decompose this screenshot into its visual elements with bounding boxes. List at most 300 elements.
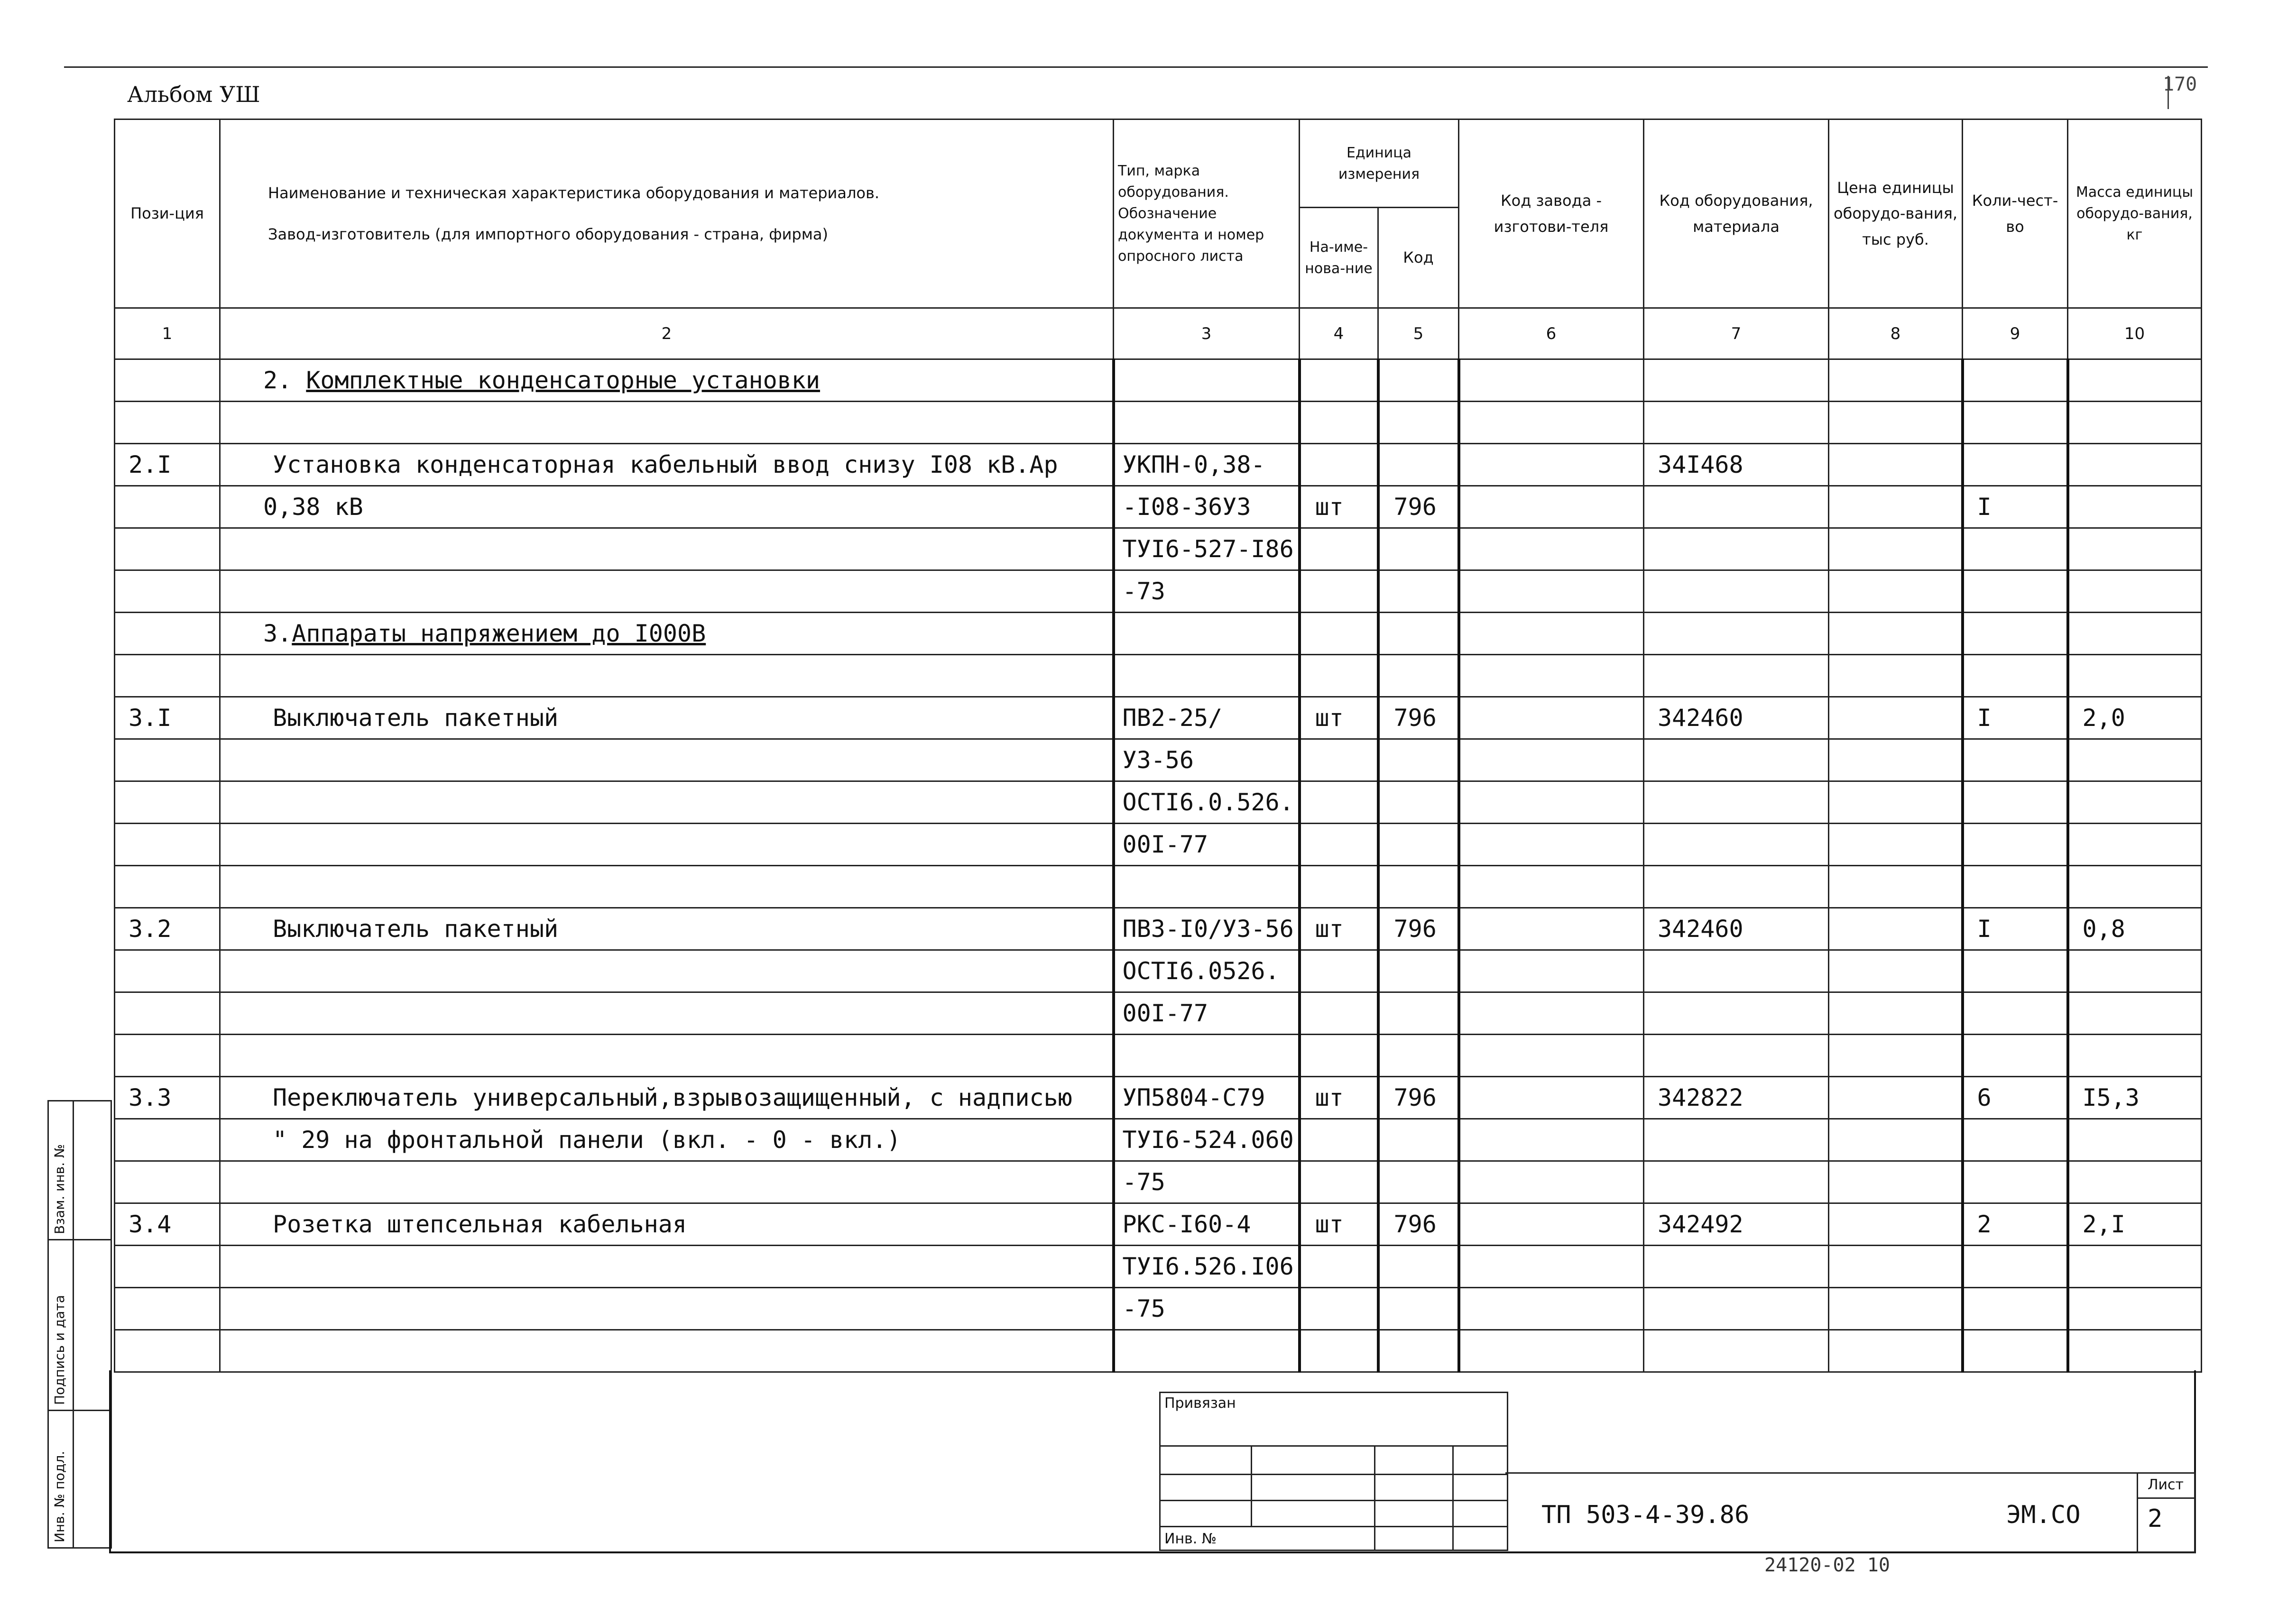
cell-price: [1829, 908, 1963, 950]
cell-price: [1829, 1119, 1963, 1161]
cell-unit-code: [1378, 1288, 1459, 1330]
cell-type: ПВ2-25/: [1114, 697, 1300, 739]
cell-mass: [2068, 655, 2202, 697]
cell-plant-code: [1459, 359, 1644, 402]
cell-name: [220, 1161, 1114, 1203]
cell-quantity: [1963, 992, 2068, 1035]
title-block-line: [1505, 1472, 2137, 1474]
cell-plant-code: [1459, 908, 1644, 950]
cell-equipment-code: [1644, 1035, 1829, 1077]
cell-price: [1829, 781, 1963, 824]
cell-name: [220, 1203, 1114, 1246]
cell-quantity: [1963, 1288, 2068, 1330]
table-row: [115, 359, 2202, 402]
cell-price: [1829, 402, 1963, 444]
cell-unit-code: [1378, 739, 1459, 781]
cell-plant-code: [1459, 444, 1644, 486]
frame-bottom: [109, 1551, 2196, 1553]
cell-position: [115, 402, 220, 444]
cell-mass: [2068, 781, 2202, 824]
cell-price: [1829, 1288, 1963, 1330]
cell-mass: [2068, 1119, 2202, 1161]
column-number-row: [115, 308, 2202, 359]
cell-name: [220, 528, 1114, 570]
cell-unit-code: 796: [1378, 1203, 1459, 1246]
table-row: [115, 1330, 2202, 1372]
side-inv-original: Инв. № подл.: [52, 1450, 67, 1542]
cell-equipment-code: [1644, 992, 1829, 1035]
cell-unit: [1300, 402, 1378, 444]
cell-equipment-code: [1644, 1288, 1829, 1330]
cell-name: [220, 992, 1114, 1035]
cell-unit: шт: [1300, 908, 1378, 950]
document-number: ТП 503-4-39.86: [1541, 1501, 1750, 1529]
cell-quantity: [1963, 444, 2068, 486]
table-row: [115, 697, 2202, 739]
cell-quantity: [1963, 950, 2068, 992]
side-sign-date: Подпись и дата: [52, 1295, 67, 1405]
cell-mass: [2068, 992, 2202, 1035]
table-row: [115, 655, 2202, 697]
cell-mass: 2,I: [2068, 1203, 2202, 1246]
cell-position: [115, 992, 220, 1035]
cell-quantity: [1963, 359, 2068, 402]
cell-unit: [1300, 444, 1378, 486]
table-row: [115, 1288, 2202, 1330]
table-row: [115, 1246, 2202, 1288]
header-row: [115, 119, 2202, 208]
row-name-text: 0,38 кВ: [263, 493, 363, 521]
cell-plant-code: [1459, 1246, 1644, 1288]
cell-position: [115, 781, 220, 824]
cell-price: [1829, 1161, 1963, 1203]
cell-unit-code: 796: [1378, 908, 1459, 950]
cell-type: ОСТI6.0526.: [1114, 950, 1300, 992]
cell-equipment-code: [1644, 1246, 1829, 1288]
cell-unit: [1300, 570, 1378, 613]
cell-quantity: I: [1963, 697, 2068, 739]
cell-plant-code: [1459, 781, 1644, 824]
cell-name: [220, 1077, 1114, 1119]
cell-quantity: [1963, 1246, 2068, 1288]
cell-type: [1114, 655, 1300, 697]
cell-equipment-code: [1644, 359, 1829, 402]
cell-type: -75: [1114, 1288, 1300, 1330]
cell-unit: [1300, 655, 1378, 697]
header-name-line2: Завод-изготовитель (для импортного оборудования - страна, фирма): [268, 225, 828, 243]
cell-quantity: [1963, 1119, 2068, 1161]
cell-unit: [1300, 1246, 1378, 1288]
cell-equipment-code: [1644, 1330, 1829, 1372]
cell-plant-code: [1459, 655, 1644, 697]
cell-type: ТУI6-524.060: [1114, 1119, 1300, 1161]
table-row: [115, 528, 2202, 570]
header-plant-code: Код завода - изготови-теля: [1459, 119, 1644, 308]
cell-mass: [2068, 528, 2202, 570]
cell-plant-code: [1459, 486, 1644, 528]
cell-quantity: [1963, 528, 2068, 570]
cell-type: 00I-77: [1114, 824, 1300, 866]
cell-plant-code: [1459, 697, 1644, 739]
cell-plant-code: [1459, 739, 1644, 781]
cell-unit-code: [1378, 866, 1459, 908]
page-corner-number: 170: [2163, 73, 2197, 95]
header-mass: Масса единицы оборудо-вания, кг: [2068, 119, 2202, 308]
cell-equipment-code: [1644, 486, 1829, 528]
cell-quantity: I: [1963, 908, 2068, 950]
cell-unit-code: [1378, 444, 1459, 486]
cell-equipment-code: 342822: [1644, 1077, 1829, 1119]
cell-plant-code: [1459, 1077, 1644, 1119]
header-equipment-code: Код оборудования, материала: [1644, 119, 1829, 308]
cell-unit: [1300, 1119, 1378, 1161]
cell-position: [115, 1161, 220, 1203]
col-number: 2: [220, 308, 1114, 359]
col-number: 1: [115, 308, 220, 359]
cell-quantity: [1963, 1161, 2068, 1203]
cell-plant-code: [1459, 1161, 1644, 1203]
top-border-line: [64, 66, 2208, 68]
table-body: [115, 359, 2202, 1372]
cell-type: [1114, 402, 1300, 444]
cell-mass: [2068, 359, 2202, 402]
cell-equipment-code: [1644, 781, 1829, 824]
cell-position: [115, 1288, 220, 1330]
stamp-line: [1161, 1445, 1507, 1447]
cell-unit: шт: [1300, 1203, 1378, 1246]
cell-type: [1114, 359, 1300, 402]
cell-name: [220, 486, 1114, 528]
cell-type: 00I-77: [1114, 992, 1300, 1035]
table-row: [115, 992, 2202, 1035]
cell-mass: [2068, 402, 2202, 444]
table-row: [115, 866, 2202, 908]
cell-equipment-code: [1644, 739, 1829, 781]
cell-mass: [2068, 950, 2202, 992]
attached-label: Привязан: [1164, 1395, 1236, 1412]
cell-type: -75: [1114, 1161, 1300, 1203]
cell-equipment-code: [1644, 824, 1829, 866]
header-unit-name: На-име-нова-ние: [1300, 208, 1378, 308]
cell-price: [1829, 486, 1963, 528]
cell-plant-code: [1459, 950, 1644, 992]
cell-name: [220, 908, 1114, 950]
cell-quantity: 2: [1963, 1203, 2068, 1246]
side-stamp: [47, 1100, 112, 1549]
cell-plant-code: [1459, 613, 1644, 655]
cell-unit: шт: [1300, 486, 1378, 528]
cell-plant-code: [1459, 1288, 1644, 1330]
cell-plant-code: [1459, 1035, 1644, 1077]
cell-equipment-code: 342460: [1644, 697, 1829, 739]
header-unit-code: Код: [1378, 208, 1459, 308]
side-stamp-divider: [73, 1101, 74, 1547]
side-inv-replace: Взам. инв. №: [52, 1144, 67, 1234]
inv-no-label: Инв. №: [1164, 1531, 1217, 1547]
cell-type: ПВЗ-I0/УЗ-56: [1114, 908, 1300, 950]
cell-name: [220, 402, 1114, 444]
cell-unit-code: [1378, 950, 1459, 992]
cell-position: [115, 359, 220, 402]
cell-position: 3.I: [115, 697, 220, 739]
sheet-box: [2137, 1472, 2195, 1553]
cell-price: [1829, 1035, 1963, 1077]
cell-price: [1829, 866, 1963, 908]
cell-unit-code: [1378, 1119, 1459, 1161]
cell-type: ТУI6.526.I06: [1114, 1246, 1300, 1288]
cell-type: ОСТI6.0.526.: [1114, 781, 1300, 824]
cell-position: [115, 824, 220, 866]
cell-name: [220, 1035, 1114, 1077]
stamp-line: [1161, 1526, 1507, 1527]
cell-mass: 2,0: [2068, 697, 2202, 739]
section-title: Комплектные конденсаторные установки: [306, 367, 821, 394]
cell-position: [115, 655, 220, 697]
col-number: 8: [1829, 308, 1963, 359]
cell-type: [1114, 613, 1300, 655]
cell-plant-code: [1459, 866, 1644, 908]
cell-unit-code: 796: [1378, 486, 1459, 528]
cell-plant-code: [1459, 528, 1644, 570]
cell-quantity: [1963, 781, 2068, 824]
cell-name: [220, 1288, 1114, 1330]
cell-mass: [2068, 444, 2202, 486]
cell-name: [220, 1246, 1114, 1288]
header-price: Цена единицы оборудо-вания, тыс руб.: [1829, 119, 1963, 308]
cell-plant-code: [1459, 1330, 1644, 1372]
header-quantity: Коли-чест-во: [1963, 119, 2068, 308]
cell-position: 2.I: [115, 444, 220, 486]
cell-name: [220, 950, 1114, 992]
cell-name: [220, 655, 1114, 697]
cell-position: 3.2: [115, 908, 220, 950]
cell-unit-code: [1378, 1035, 1459, 1077]
cell-position: 3.3: [115, 1077, 220, 1119]
cell-unit-code: [1378, 1161, 1459, 1203]
cell-position: [115, 570, 220, 613]
cell-position: [115, 1035, 220, 1077]
cell-equipment-code: [1644, 866, 1829, 908]
document-code: ЭМ.СО: [2006, 1501, 2081, 1529]
cell-unit-code: [1378, 781, 1459, 824]
cell-plant-code: [1459, 402, 1644, 444]
stamp-line: [1161, 1500, 1507, 1501]
cell-quantity: 6: [1963, 1077, 2068, 1119]
col-number: 9: [1963, 308, 2068, 359]
cell-price: [1829, 824, 1963, 866]
cell-unit-code: [1378, 1330, 1459, 1372]
stamp-line: [1161, 1474, 1507, 1475]
sheet-label: Лист: [2148, 1477, 2184, 1493]
cell-type: -73: [1114, 570, 1300, 613]
cell-position: [115, 528, 220, 570]
bottom-cut-text: 24120-02 10: [1764, 1554, 1890, 1576]
cell-plant-code: [1459, 992, 1644, 1035]
cell-unit: [1300, 866, 1378, 908]
cell-position: [115, 1246, 220, 1288]
cell-mass: [2068, 570, 2202, 613]
cell-equipment-code: [1644, 655, 1829, 697]
cell-quantity: [1963, 402, 2068, 444]
cell-plant-code: [1459, 1203, 1644, 1246]
cell-unit: [1300, 528, 1378, 570]
cell-quantity: [1963, 613, 2068, 655]
cell-name: [220, 613, 1114, 655]
cell-equipment-code: [1644, 1161, 1829, 1203]
table-row: [115, 402, 2202, 444]
cell-type: [1114, 1035, 1300, 1077]
header-unit: Единица измерения: [1300, 119, 1459, 208]
header-name-line1: Наименование и техническая характеристика оборудования и материалов.: [268, 184, 879, 202]
cell-name: [220, 359, 1114, 402]
cell-quantity: [1963, 655, 2068, 697]
stamp-vline: [1374, 1445, 1375, 1550]
cell-price: [1829, 613, 1963, 655]
cell-quantity: [1963, 570, 2068, 613]
equipment-specification-table: [114, 119, 2202, 1373]
cell-unit-code: [1378, 824, 1459, 866]
cell-type: УКПН-0,38-: [1114, 444, 1300, 486]
cell-equipment-code: [1644, 1119, 1829, 1161]
cell-name: [220, 739, 1114, 781]
cell-unit-code: [1378, 655, 1459, 697]
cell-unit-code: [1378, 570, 1459, 613]
cell-name: [220, 444, 1114, 486]
cell-equipment-code: [1644, 528, 1829, 570]
cell-type: ТУI6-527-I86: [1114, 528, 1300, 570]
cell-type: -I08-36УЗ: [1114, 486, 1300, 528]
cell-price: [1829, 697, 1963, 739]
cell-price: [1829, 528, 1963, 570]
cell-mass: [2068, 1288, 2202, 1330]
cell-name: [220, 1119, 1114, 1161]
table-row: [115, 908, 2202, 950]
cell-position: [115, 866, 220, 908]
table-row: [115, 1077, 2202, 1119]
cell-mass: [2068, 613, 2202, 655]
cell-price: [1829, 1246, 1963, 1288]
row-name-text: Установка конденсаторная кабельный ввод снизу I08 кВ.Ар: [273, 451, 1058, 478]
cell-unit: [1300, 824, 1378, 866]
row-name-text: Розетка штепсельная кабельная: [273, 1211, 687, 1238]
cell-name: [220, 570, 1114, 613]
cell-quantity: [1963, 824, 2068, 866]
cell-price: [1829, 1203, 1963, 1246]
cell-name: [220, 824, 1114, 866]
table-row: [115, 1119, 2202, 1161]
col-number: 7: [1644, 308, 1829, 359]
row-name-text: Переключатель универсальный,взрывозащищенный, с надписью: [273, 1084, 1072, 1111]
cell-quantity: I: [1963, 486, 2068, 528]
cell-equipment-code: 34I468: [1644, 444, 1829, 486]
cell-mass: I5,3: [2068, 1077, 2202, 1119]
table-row: [115, 824, 2202, 866]
cell-name: [220, 866, 1114, 908]
cell-position: [115, 1330, 220, 1372]
cell-price: [1829, 1077, 1963, 1119]
side-stamp-divider: [49, 1410, 111, 1411]
table-row: [115, 613, 2202, 655]
col-number: 4: [1300, 308, 1378, 359]
cell-mass: [2068, 1246, 2202, 1288]
table-row: [115, 1035, 2202, 1077]
album-label: Альбом УШ: [127, 82, 260, 107]
col-number: 3: [1114, 308, 1300, 359]
cell-position: 3.4: [115, 1203, 220, 1246]
row-name-text: 2.: [263, 367, 306, 394]
col-number: 6: [1459, 308, 1644, 359]
cell-unit: шт: [1300, 697, 1378, 739]
cell-unit-code: [1378, 359, 1459, 402]
cell-type: РКС-I60-4: [1114, 1203, 1300, 1246]
row-name-text: Выключатель пакетный: [273, 915, 559, 943]
cell-mass: [2068, 824, 2202, 866]
row-name-text: " 29 на фронтальной панели (вкл. - 0 - вкл.): [273, 1126, 901, 1154]
cell-quantity: [1963, 739, 2068, 781]
sheet-number: 2: [2148, 1505, 2163, 1533]
attachment-stamp: [1159, 1392, 1508, 1551]
cell-position: [115, 950, 220, 992]
cell-price: [1829, 570, 1963, 613]
cell-position: [115, 739, 220, 781]
table-row: [115, 1203, 2202, 1246]
table-row: [115, 739, 2202, 781]
header-position: Пози-ция: [115, 119, 220, 308]
cell-unit: [1300, 781, 1378, 824]
table-row: [115, 444, 2202, 486]
cell-equipment-code: [1644, 570, 1829, 613]
cell-unit-code: 796: [1378, 1077, 1459, 1119]
cell-unit: шт: [1300, 1077, 1378, 1119]
cell-equipment-code: 342460: [1644, 908, 1829, 950]
cell-unit: [1300, 1288, 1378, 1330]
cell-name: [220, 697, 1114, 739]
row-name-text: Выключатель пакетный: [273, 704, 559, 732]
cell-mass: [2068, 866, 2202, 908]
cell-unit-code: [1378, 402, 1459, 444]
cell-position: [115, 486, 220, 528]
table-row: [115, 1161, 2202, 1203]
sheet-box-divider: [2138, 1497, 2194, 1499]
cell-equipment-code: [1644, 950, 1829, 992]
cell-price: [1829, 950, 1963, 992]
cell-unit-code: 796: [1378, 697, 1459, 739]
cell-price: [1829, 992, 1963, 1035]
cell-unit: [1300, 1035, 1378, 1077]
cell-mass: [2068, 1035, 2202, 1077]
cell-quantity: [1963, 866, 2068, 908]
cell-unit: [1300, 613, 1378, 655]
cell-unit: [1300, 1330, 1378, 1372]
table-row: [115, 570, 2202, 613]
cell-equipment-code: [1644, 402, 1829, 444]
cell-price: [1829, 359, 1963, 402]
cell-name: [220, 781, 1114, 824]
cell-mass: 0,8: [2068, 908, 2202, 950]
cell-mass: [2068, 1161, 2202, 1203]
row-name-text: 3.: [263, 620, 292, 647]
cell-price: [1829, 739, 1963, 781]
cell-unit-code: [1378, 613, 1459, 655]
section-title: Аппараты напряжением до I000В: [292, 620, 706, 647]
cell-unit: [1300, 992, 1378, 1035]
cell-name: [220, 1330, 1114, 1372]
cell-unit: [1300, 359, 1378, 402]
cell-unit: [1300, 950, 1378, 992]
cell-mass: [2068, 739, 2202, 781]
cell-mass: [2068, 1330, 2202, 1372]
header-type: Тип, марка оборудования. Обозначение документа и номер опросного листа: [1114, 119, 1300, 308]
